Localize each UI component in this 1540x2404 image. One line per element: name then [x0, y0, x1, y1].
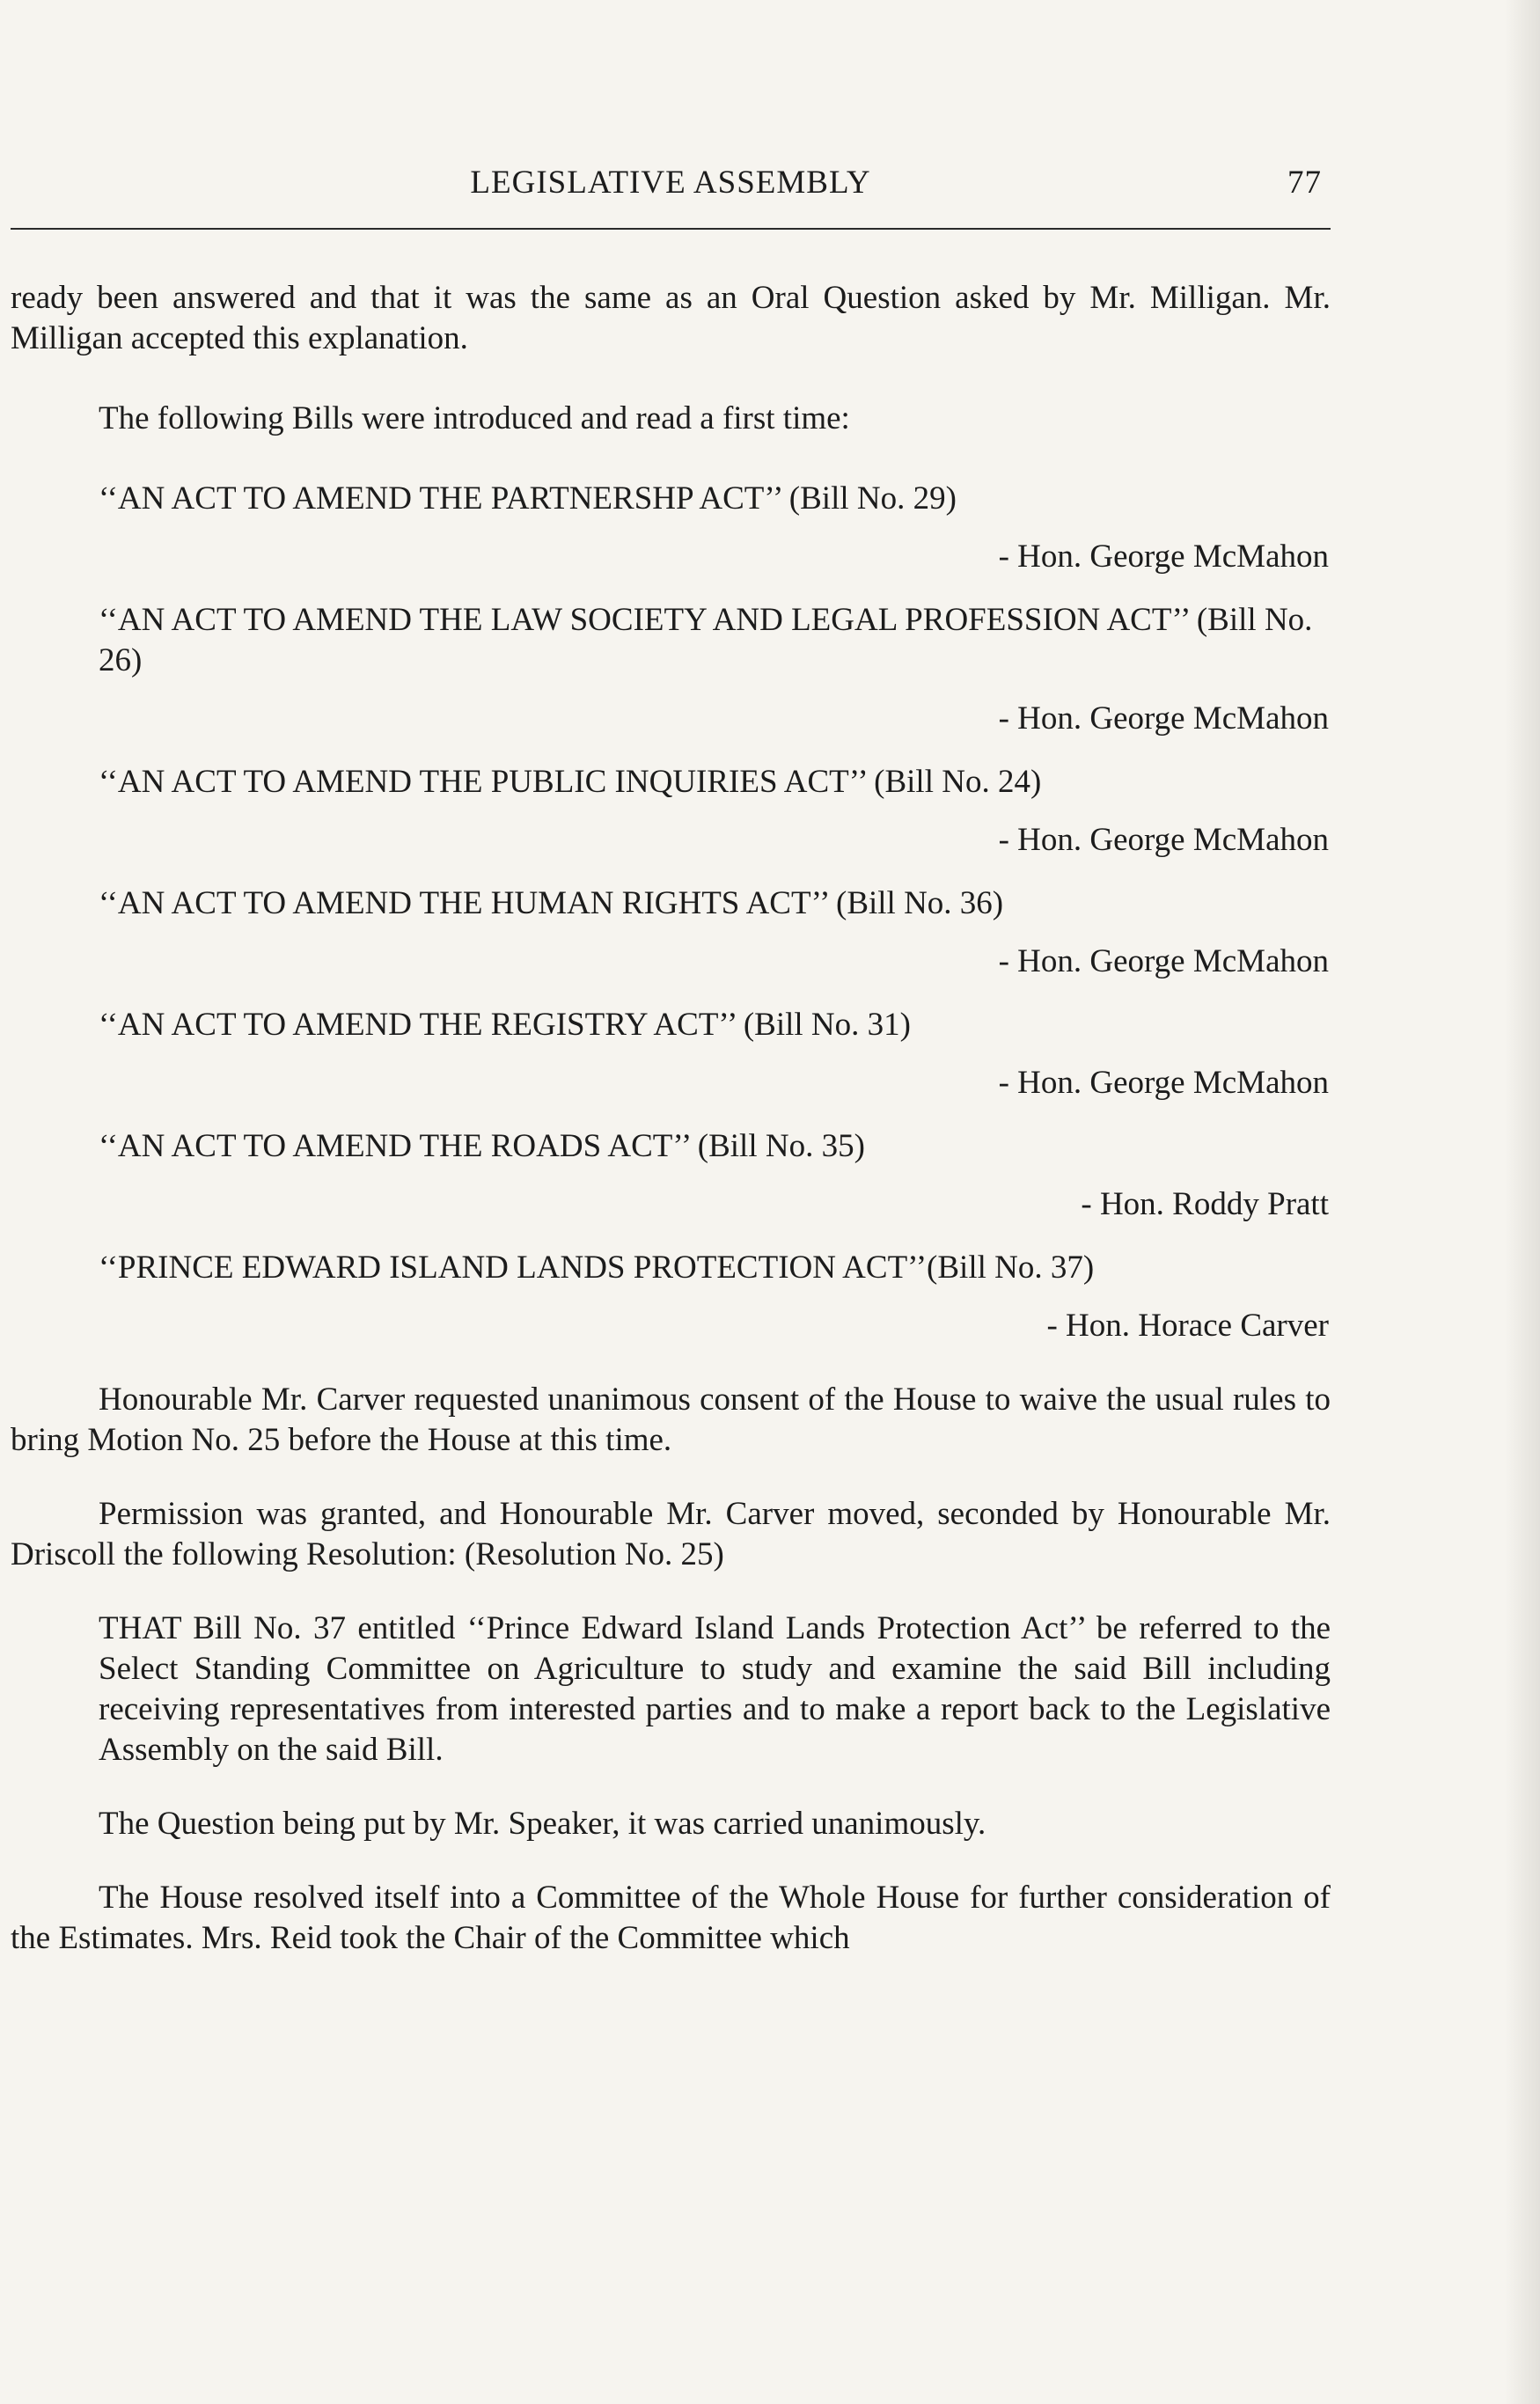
bill-title: ‘‘PRINCE EDWARD ISLAND LANDS PROTECTION ACT’’(Bill No. 37)	[99, 1250, 1095, 1286]
paragraph-motion: Permission was granted, and Honourable Mr. Carver moved, seconded by Honourable Mr. Driscoll the following Resolution: (Resolution No. 25)	[11, 1496, 1331, 1572]
page-edge-shadow	[1505, 0, 1540, 2404]
document-body	[11, 278, 1331, 1959]
bill-sponsor: - Hon. Horace Carver	[1046, 1308, 1329, 1344]
bill-title: ‘‘AN ACT TO AMEND THE ROADS ACT’’ (Bill No. 35)	[99, 1128, 865, 1164]
paragraph-bills-intro: The following Bills were introduced and read a first time:	[99, 400, 850, 436]
bill-entry	[11, 762, 1331, 861]
bill-entry	[11, 1248, 1331, 1346]
bill-list	[11, 479, 1331, 1346]
bill-title: ‘‘AN ACT TO AMEND THE PUBLIC INQUIRIES ACT’’ (Bill No. 24)	[99, 764, 1042, 800]
paragraph-question-carried: The Question being put by Mr. Speaker, it was carried unanimously.	[99, 1806, 986, 1842]
bill-title: ‘‘AN ACT TO AMEND THE PARTNERSHP ACT’’ (Bill No. 29)	[99, 480, 957, 517]
paragraph-committee: The House resolved itself into a Committee of the Whole House for further consideration of the Estimates. Mrs. Reid took the Chair of the Committee which	[11, 1880, 1331, 1956]
paragraph-consent-request: Honourable Mr. Carver requested unanimous consent of the House to waive the usual rules to bring Motion No. 25 before the House at this time.	[11, 1382, 1331, 1458]
bill-entry	[11, 479, 1331, 577]
bill-sponsor: - Hon. George McMahon	[998, 700, 1329, 737]
page-number: 77	[1287, 165, 1322, 201]
bill-sponsor: - Hon. George McMahon	[998, 1065, 1329, 1101]
bill-entry	[11, 1005, 1331, 1103]
bill-entry	[11, 600, 1331, 739]
bill-sponsor: - Hon. George McMahon	[998, 539, 1329, 575]
bill-sponsor: - Hon. George McMahon	[998, 943, 1329, 979]
header-title: LEGISLATIVE ASSEMBLY	[470, 165, 871, 201]
document-page	[11, 0, 1331, 2404]
bill-title: ‘‘AN ACT TO AMEND THE HUMAN RIGHTS ACT’’ (Bill No. 36)	[99, 885, 1004, 921]
paragraph-continuation: ready been answered and that it was the same as an Oral Question asked by Mr. Milligan. Mr. Milligan accepted this explanation.	[11, 280, 1331, 356]
running-header	[11, 164, 1331, 208]
bill-entry	[11, 883, 1331, 982]
bill-title: ‘‘AN ACT TO AMEND THE REGISTRY ACT’’ (Bill No. 31)	[99, 1007, 911, 1043]
resolution-text: THAT Bill No. 37 entitled ‘‘Prince Edward Island Lands Protection Act’’ be referred to the Select Standing Committee on Agriculture to study and examine the said Bill including receiving representatives from interested parties and to make a report back to the Legislative Assembly on the said Bill.	[99, 1610, 1331, 1768]
bill-title: ‘‘AN ACT TO AMEND THE LAW SOCIETY AND LEGAL PROFESSION ACT’’ (Bill No. 26)	[99, 602, 1313, 678]
bill-sponsor: - Hon. George McMahon	[998, 822, 1329, 858]
header-rule	[11, 228, 1331, 230]
bill-sponsor: - Hon. Roddy Pratt	[1081, 1186, 1329, 1222]
bill-entry	[11, 1126, 1331, 1225]
